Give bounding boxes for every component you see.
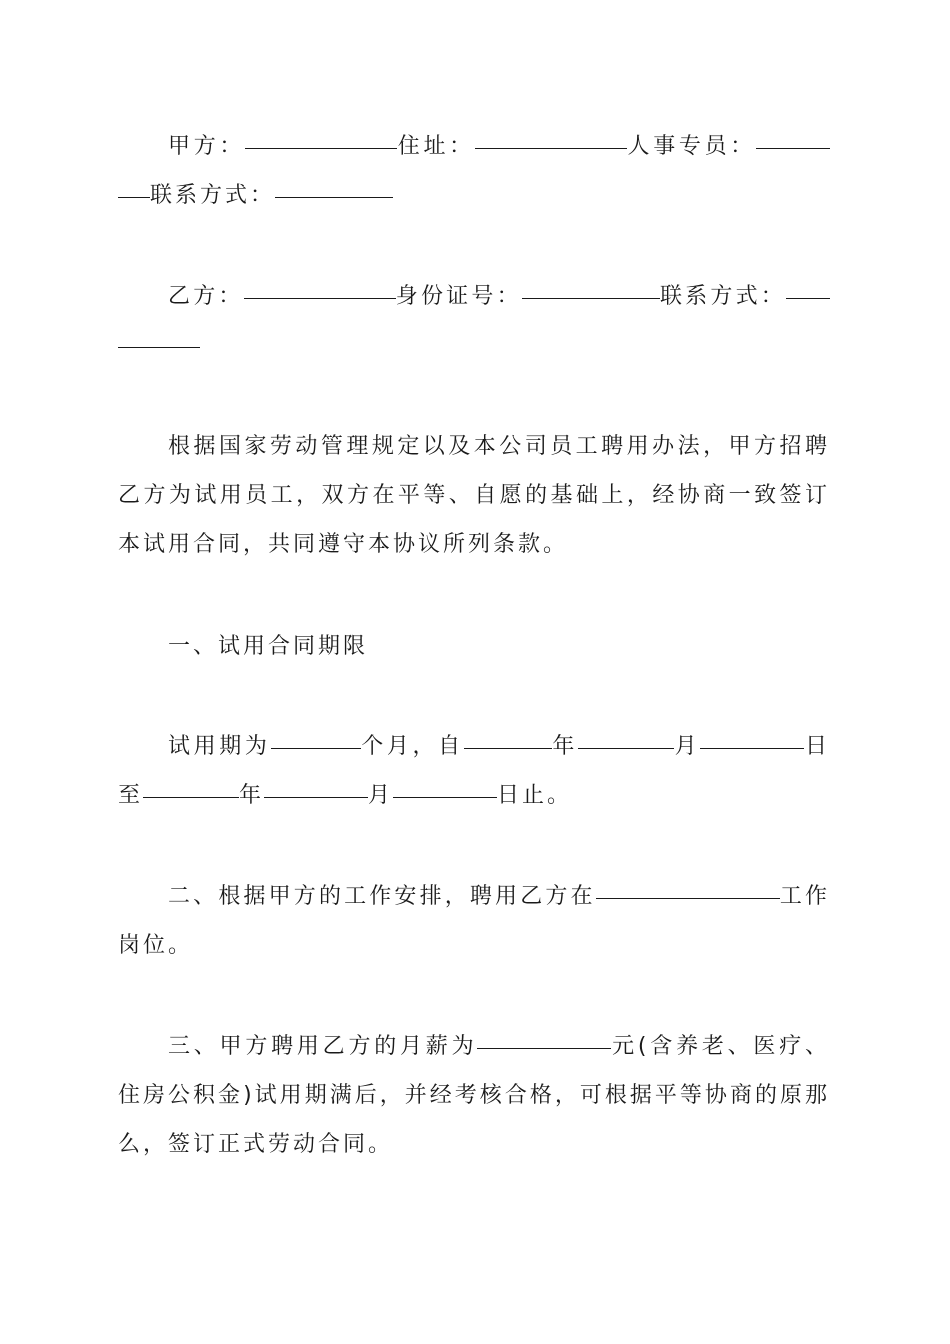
start-year-blank bbox=[464, 747, 552, 749]
party-a-name-blank bbox=[245, 147, 397, 149]
section-1-text-5: 日至 bbox=[118, 734, 830, 808]
hr-blank-1 bbox=[756, 147, 830, 149]
party-b-contact-blank-2 bbox=[118, 346, 200, 348]
section-1-body bbox=[118, 722, 830, 820]
party-a-label: 甲方： bbox=[168, 134, 246, 159]
section-1-heading: 一、试用合同期限 bbox=[168, 634, 369, 659]
section-1-text-1: 试用期为 bbox=[168, 734, 271, 759]
party-b-label: 乙方： bbox=[168, 284, 244, 309]
start-day-blank bbox=[700, 747, 804, 749]
start-month-blank bbox=[578, 747, 674, 749]
salary-blank bbox=[477, 1047, 611, 1049]
section-1-text-6: 年 bbox=[239, 783, 265, 808]
position-blank bbox=[596, 897, 780, 899]
section-3-text-1: 三、甲方聘用乙方的月薪为 bbox=[168, 1034, 478, 1059]
id-number-blank bbox=[522, 297, 660, 299]
hr-blank-2 bbox=[118, 196, 150, 198]
party-a-contact-label: 联系方式： bbox=[150, 183, 276, 208]
months-blank bbox=[271, 747, 361, 749]
address-label: 住址： bbox=[397, 134, 475, 159]
party-b-line bbox=[118, 272, 830, 370]
party-b-contact-blank-1 bbox=[786, 297, 830, 299]
intro-paragraph: 根据国家劳动管理规定以及本公司员工聘用办法，甲方招聘乙方为试用员工，双方在平等、自愿的基础上，经协商一致签订本试用合同，共同遵守本协议所列条款。 bbox=[118, 434, 830, 557]
section-1-text-4: 月 bbox=[674, 734, 701, 759]
hr-label: 人事专员： bbox=[626, 134, 756, 159]
party-a-contact-blank bbox=[275, 196, 393, 198]
section-2-body bbox=[118, 872, 830, 970]
end-day-blank bbox=[393, 796, 497, 798]
end-year-blank bbox=[143, 796, 239, 798]
end-month-blank bbox=[264, 796, 368, 798]
party-b-contact-label: 联系方式： bbox=[659, 284, 786, 309]
section-1-text-3: 年 bbox=[551, 734, 579, 759]
section-1-text-8: 日止。 bbox=[497, 783, 573, 808]
id-number-label: 身份证号： bbox=[395, 284, 522, 309]
section-1-text-7: 月 bbox=[368, 783, 394, 808]
section-3-text-2: 元(含养老、医疗、住房公积金)试用期满后，并经考核合格，可根据平等协商的原那么，签订正式劳动合同。 bbox=[118, 1034, 830, 1157]
section-2-text-2: 工作岗位。 bbox=[118, 884, 830, 958]
section-3-body bbox=[118, 1022, 830, 1169]
party-b-name-blank bbox=[244, 297, 396, 299]
address-blank bbox=[475, 147, 627, 149]
section-2-text-1: 二、根据甲方的工作安排，聘用乙方在 bbox=[168, 884, 596, 909]
party-a-line bbox=[118, 122, 830, 220]
section-1-text-2: 个月，自 bbox=[360, 734, 464, 759]
